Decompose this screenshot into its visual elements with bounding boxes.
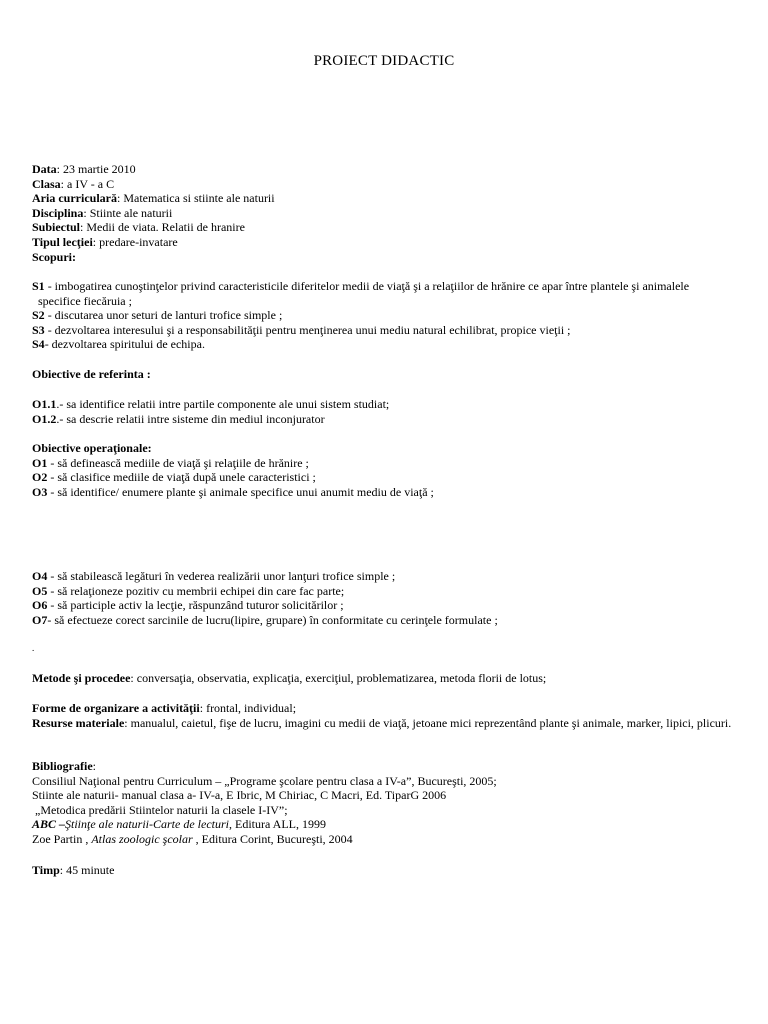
objective-item: O4 - să stabilească legături în vederea realizării unor lanţuri trofice simple ;: [32, 569, 396, 583]
field-disciplina: Disciplina: Stiinte ale naturii: [32, 205, 173, 220]
bibliography-entry: ABC –Ştiinţe ale naturii-Carte de lecturi, Editura ALL, 1999: [32, 817, 326, 832]
timp-section: [32, 863, 762, 878]
scop-item: S1 - imbogatirea cunoştinţelor privind caracteristicile diferitelor medii de viaţă şi a relaţiilor de hrănire ce apar între plantele şi animalele: [32, 279, 690, 293]
resurse-line: Resurse materiale: manualul, caietul, fişe de lucru, imagini cu medii de viaţă, jetoane mici reprezentând plante şi animale, marker, lipici, plicuri.: [32, 715, 732, 730]
obiective-referinta: [32, 367, 762, 382]
bibliography-entry: Zoe Partin , Atlas zoologic şcolar , Editura Corint, Bucureşti, 2004: [32, 831, 353, 846]
objective-item: O5 - să relaţioneze pozitiv cu membrii echipei din care fac parte;: [32, 583, 345, 598]
field-scopuri: Scopuri:: [32, 249, 77, 264]
section-heading: Obiective de referinta :: [32, 367, 151, 381]
objective-item: O1.1.- sa identifice relatii intre partile componente ale unui sistem studiat;: [32, 397, 390, 411]
scop-item: S4- dezvoltarea spiritului de echipa.: [32, 337, 205, 352]
timp-line: Timp: 45 minute: [32, 863, 115, 877]
field-subiectul: Subiectul: Medii de viata. Relatii de hranire: [32, 220, 245, 235]
forme-resurse-section: [32, 701, 762, 730]
field-aria-curriculara: Aria curriculară: Matematica si stiinte ale naturii: [32, 191, 275, 206]
bibliografie-section: [32, 759, 762, 847]
obiective-referinta-list: [32, 397, 762, 426]
metode-section: [32, 671, 762, 686]
scopuri-list: [32, 279, 762, 352]
bibliography-entry: „Metodica predării Stiintelor naturii la clasele I-IV”;: [32, 802, 288, 817]
section-heading: Obiective operaţionale:: [32, 441, 152, 455]
stray-dot: .: [32, 643, 35, 653]
bibliography-entry: Consiliul Naţional pentru Curriculum – „Programe şcolare pentru clasa a IV-a”, Bucureşti, 2005;: [32, 773, 497, 788]
scop-item-continuation: specifice fiecăruia ;: [38, 293, 132, 308]
objective-item: O6 - să participle activ la lecţie, răspunzând tuturor solicitărilor ;: [32, 598, 344, 613]
scop-item: S3 - dezvoltarea interesului şi a responsabilităţii pentru menţinerea unui mediu natural echilibrat, propice vieţii ;: [32, 322, 571, 337]
objective-item: O7- să efectueze corect sarcinile de lucru(lipire, grupare) în conformitate cu cerinţele formulate ;: [32, 612, 498, 627]
objective-item: O3 - să identifice/ enumere plante şi animale specifice unui anumit mediu de viaţă ;: [32, 484, 434, 499]
obiective-operationale: [32, 441, 762, 499]
obiective-operationale-continued: [32, 569, 762, 627]
metode-line: Metode şi procedee: conversaţia, observatia, explicaţia, exerciţiul, problematizarea, metoda florii de lotus;: [32, 671, 547, 685]
field-tipul-lectiei: Tipul lecţiei: predare-invatare: [32, 234, 178, 249]
field-data: Data: 23 martie 2010: [32, 162, 136, 176]
bibliografie-heading: Bibliografie:: [32, 759, 97, 773]
objective-item: O1.2.- sa descrie relatii intre sisteme din mediul inconjurator: [32, 411, 325, 426]
scop-item: S2 - discutarea unor seturi de lanturi trofice simple ;: [32, 308, 283, 323]
page-title: PROIECT DIDACTIC: [313, 53, 455, 69]
header-fields: [32, 162, 762, 264]
objective-item: O2 - să clasifice mediile de viaţă după unele caracteristici ;: [32, 470, 316, 485]
bibliography-entry: Stiinte ale naturii- manual clasa a- IV-a, E Ibric, M Chiriac, C Macri, Ed. TiparG 2006: [32, 788, 447, 803]
forme-line: Forme de organizare a activităţii: frontal, individual;: [32, 701, 297, 715]
field-clasa: Clasa: a IV - a C: [32, 176, 115, 191]
objective-item: O1 - să definească mediile de viaţă şi relaţiile de hrănire ;: [32, 455, 309, 470]
